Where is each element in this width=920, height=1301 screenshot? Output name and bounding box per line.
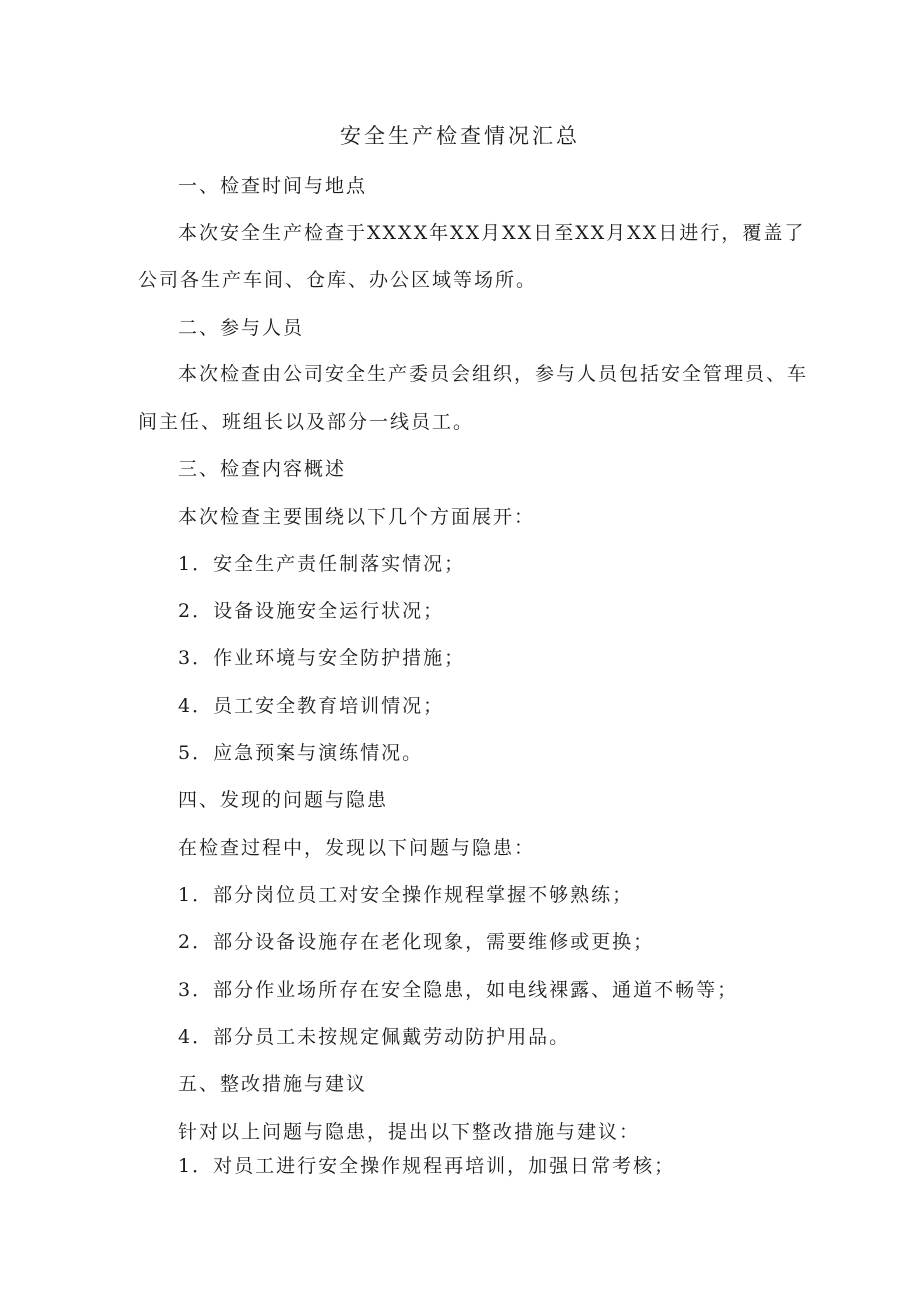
section-4-intro: 在检查过程中，发现以下问题与隐患： [178,837,536,859]
section-2-paragraph-line-2: 间主任、班组长以及部分一线员工。 [138,411,475,433]
section-heading-2: 二、参与人员 [178,317,305,339]
section-4-list-item: 1．部分岗位员工对安全操作规程掌握不够熟练； [178,884,634,906]
section-5-intro: 针对以上问题与隐患，提出以下整改措施与建议： [178,1121,641,1143]
section-5-list-item: 1．对员工进行安全操作规程再培训，加强日常考核； [178,1155,676,1177]
section-1-paragraph-line-2: 公司各生产车间、仓库、办公区域等场所。 [138,269,538,291]
section-4-list-item: 4．部分员工未按规定佩戴劳动防护用品。 [178,1026,571,1048]
section-heading-4: 四、发现的问题与隐患 [178,789,389,811]
section-3-list-item: 3．作业环境与安全防护措施； [178,647,466,669]
section-heading-1: 一、检查时间与地点 [178,175,368,197]
section-4-list-item: 2．部分设备设施存在老化现象，需要维修或更换； [178,931,655,953]
section-4-list-item: 3．部分作业场所存在安全隐患，如电线裸露、通道不畅等； [178,979,739,1001]
section-3-list-item: 2．设备设施安全运行状况； [178,600,445,622]
section-3-list-item: 5．应急预案与演练情况。 [178,742,424,764]
section-3-intro: 本次检查主要围绕以下几个方面展开： [178,506,536,528]
document-title: 安全生产检查情况汇总 [340,124,580,148]
section-3-list-item: 4．员工安全教育培训情况； [178,695,445,717]
section-heading-5: 五、整改措施与建议 [178,1073,368,1095]
section-2-paragraph-line-1: 本次检查由公司安全生产委员会组织，参与人员包括安全管理员、车 [178,363,809,385]
section-3-list-item: 1．安全生产责任制落实情况； [178,553,466,575]
section-1-paragraph-line-1: 本次安全生产检查于XXXX年XX月XX日至XX月XX日进行，覆盖了 [178,222,806,244]
section-heading-3: 三、检查内容概述 [178,458,347,480]
